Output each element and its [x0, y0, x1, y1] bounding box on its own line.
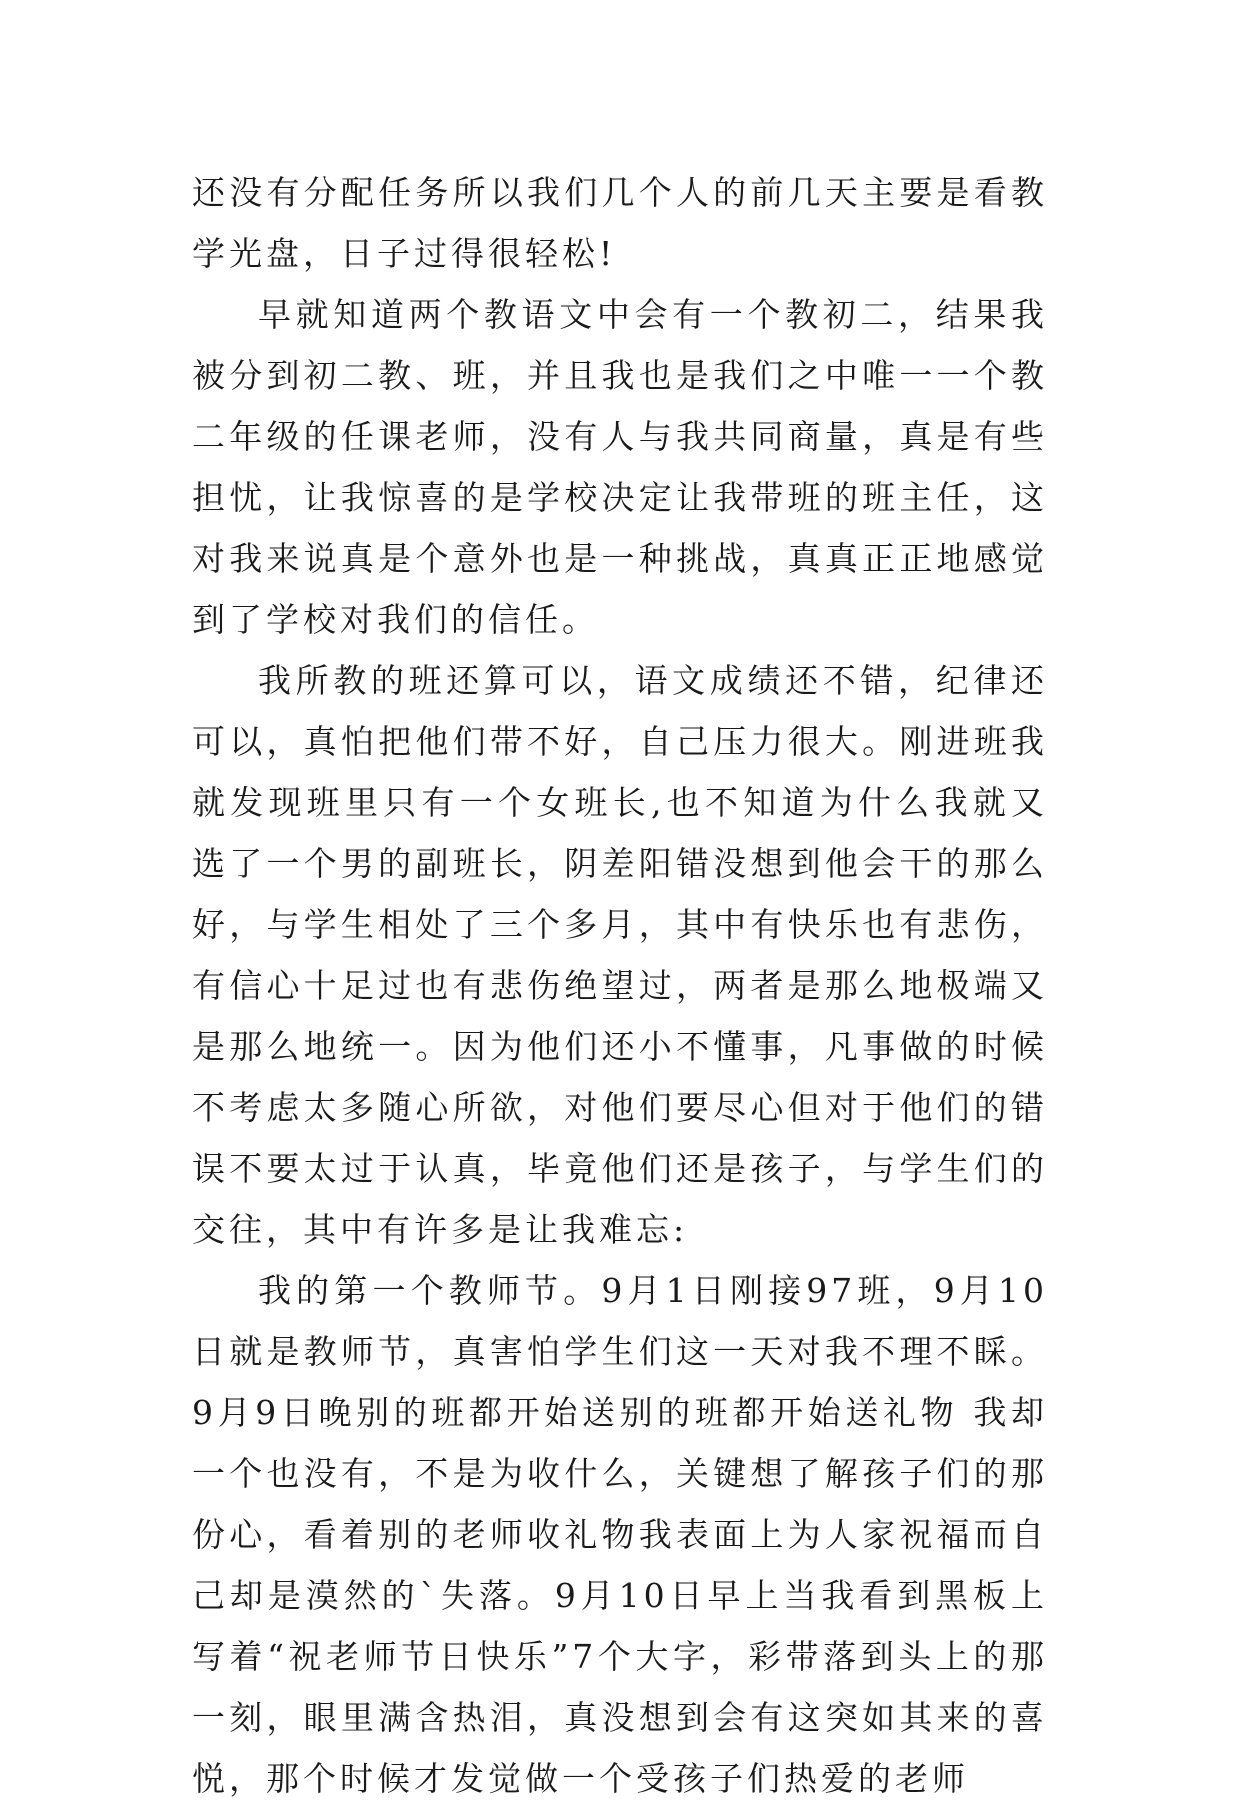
paragraph-2: 早就知道两个教语文中会有一个教初二，结果我被分到初二教、班，并且我也是我们之中唯一一个教二年级的任课老师，没有人与我共同商量，真是有些担忧，让我惊喜的是学校决定让我带班的班主任，这对我来说真是个意外也是一种挑战，真真正正地感觉到了学校对我们的信任。 — [192, 295, 1048, 639]
paragraph-1: 还没有分配任务所以我们几个人的前几天主要是看教学光盘，日子过得很轻松! — [192, 173, 1048, 273]
document-body — [192, 162, 1048, 1809]
paragraph-4: 我的第一个教师节。9月1日刚接97班，9月10日就是教师节，真害怕学生们这一天对我不理不睬。9月9日晚别的班都开始送别的班都开始送礼物 我却一个也没有，不是为收什么，关键想了解孩子们的那份心，看着别的老师收礼物我表面上为人家祝福而自己却是漠然的`失落。9月10日早上当我看到黑板上写着“祝老师节日快乐”7个大字，彩带落到头上的那一刻，眼里满含热泪，真没想到会有这突如其来的喜悦，那个时候才发觉做一个受孩子们热爱的老师 — [192, 1271, 1048, 1798]
paragraph-3: 我所教的班还算可以，语文成绩还不错，纪律还可以，真怕把他们带不好，自己压力很大。刚进班我就发现班里只有一个女班长,也不知道为什么我就又选了一个男的副班长，阴差阳错没想到他会干的那么好，与学生相处了三个多月，其中有快乐也有悲伤，有信心十足过也有悲伤绝望过，两者是那么地极端又是那么地统一。因为他们还小不懂事，凡事做的时候不考虑太多随心所欲，对他们要尽心但对于他们的错误不要太过于认真，毕竟他们还是孩子，与学生们的交往，其中有许多是让我难忘: — [192, 661, 1048, 1249]
